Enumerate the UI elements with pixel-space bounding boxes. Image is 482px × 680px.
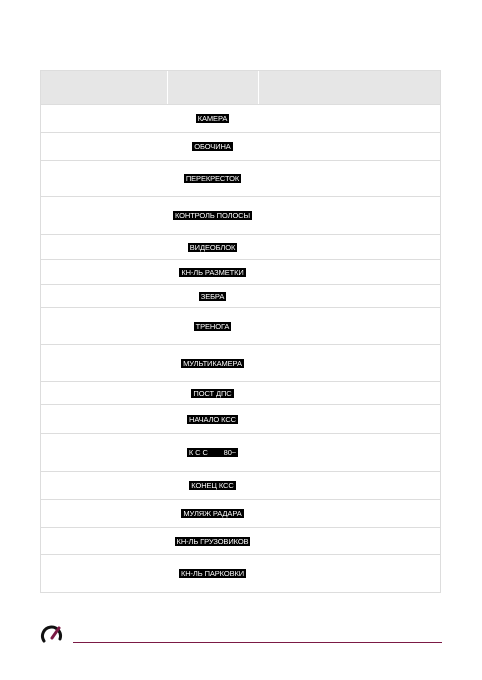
row-cell-description [258,260,440,284]
row-cell-description [258,105,440,132]
row-label: ОБОЧИНА [194,142,231,151]
row-cell-name [41,345,167,381]
row-cell-name [41,472,167,499]
table-header-col-3 [258,71,440,104]
row-cell-name [41,260,167,284]
row-cell-label [167,285,258,307]
table-row [41,160,440,196]
signal-table [40,70,441,593]
row-cell-label [167,197,258,234]
row-cell-description [258,382,440,404]
row-label: ЗЕБРА [200,291,225,301]
row-cell-name [41,405,167,433]
row-cell-name [41,308,167,344]
row-cell-name [41,133,167,160]
table-row [41,284,440,307]
row-cell-name [41,161,167,196]
row-cell-label [167,405,258,433]
row-cell-name [41,382,167,404]
row-cell-label [167,382,258,404]
row-label: КОНТРОЛЬ ПОЛОСЫ [174,211,251,220]
row-cell-description [258,235,440,259]
table-row [41,132,440,160]
table-row [41,344,440,381]
row-cell-description [258,555,440,592]
table-row [41,554,440,592]
table-row [41,259,440,284]
row-label: ВИДЕОБЛОК [189,242,236,252]
row-cell-description [258,197,440,234]
row-cell-label [167,308,258,344]
row-cell-description [258,308,440,344]
row-label: КОНЕЦ КСС [191,481,234,490]
footer-divider [73,642,442,643]
table-row [41,433,440,471]
row-label: КН-ЛЬ РАЗМЕТКИ [181,267,244,277]
row-cell-description [258,345,440,381]
row-cell-description [258,434,440,471]
speedometer-logo-icon [40,624,66,644]
table-row [41,196,440,234]
row-label: К С С 80~ [188,448,237,457]
row-cell-description [258,133,440,160]
table-header-col-1 [41,71,167,104]
row-cell-name [41,434,167,471]
row-label: МУЛЯЖ РАДАРА [183,509,242,518]
row-cell-name [41,285,167,307]
row-label: МУЛЬТИКАМЕРА [183,358,242,368]
table-row [41,527,440,554]
table-row [41,381,440,404]
row-cell-name [41,197,167,234]
row-cell-label [167,434,258,471]
row-cell-description [258,472,440,499]
table-row [41,307,440,344]
row-cell-description [258,405,440,433]
table-header [41,71,440,104]
page-footer [40,624,442,644]
row-cell-name [41,528,167,554]
row-label: КАМЕРА [197,114,228,123]
table-row [41,234,440,259]
row-cell-label [167,528,258,554]
row-label: ПОСТ ДПС [193,388,232,398]
row-cell-description [258,285,440,307]
row-cell-description [258,500,440,527]
row-cell-label [167,133,258,160]
row-label: КН-ЛЬ ГРУЗОВИКОВ [176,536,249,546]
row-cell-label [167,260,258,284]
row-label: ПЕРЕКРЕСТОК [185,174,240,183]
row-label: НАЧАЛО КСС [189,414,236,424]
row-cell-label [167,235,258,259]
row-cell-description [258,528,440,554]
row-cell-name [41,500,167,527]
row-cell-name [41,555,167,592]
row-cell-description [258,161,440,196]
table-row [41,404,440,433]
row-label: КН-ЛЬ ПАРКОВКИ [180,569,245,578]
row-cell-name [41,235,167,259]
row-cell-label [167,472,258,499]
row-label: ТРЕНОГА [195,321,230,331]
row-cell-label [167,555,258,592]
row-cell-label [167,345,258,381]
table-header-col-2 [167,71,258,104]
table-row [41,471,440,499]
table-row [41,104,440,132]
row-cell-label [167,161,258,196]
row-cell-name [41,105,167,132]
table-row [41,499,440,527]
row-cell-label [167,500,258,527]
row-cell-label [167,105,258,132]
